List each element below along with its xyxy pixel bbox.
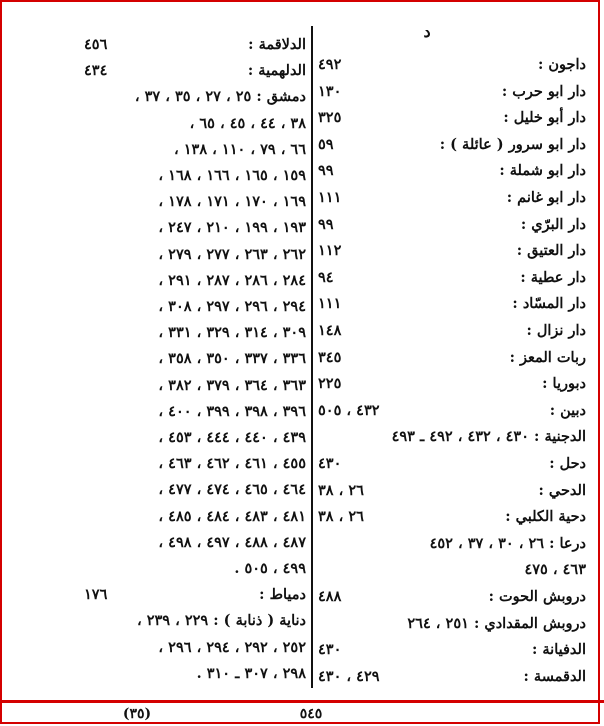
entry-name: دار ابو حرب :: [501, 82, 586, 100]
entry-continuation: ٣٩٦ ، ٣٩٨ ، ٣٩٩ ، ٤٠٠ ،: [158, 402, 306, 420]
entry-name: الدجنية : ٤٣٠ ، ٤٣٢ ، ٤٩٢ ـ ٤٩٣: [391, 428, 586, 446]
entry-pages: ٢٦ ، ٣٨: [318, 481, 364, 499]
index-entry: [84, 84, 306, 110]
entry-name: دار ابو شملة :: [499, 162, 586, 180]
index-entry: [84, 477, 306, 503]
entry-pages: ١٧٦: [84, 586, 108, 604]
entry-name: دروبش المقدادي : ٢٥١ ، ٢٦٤: [407, 614, 586, 632]
index-entry: [84, 268, 306, 294]
page-number: ٥٤٥: [299, 706, 323, 722]
entry-name: ربات المعز :: [509, 348, 586, 366]
entry-continuation: ٣٨ ، ٤٤ ، ٤٥ ، ٦٥ ،: [189, 114, 306, 132]
entry-pages: ١١١: [318, 295, 342, 313]
index-entry: [84, 373, 306, 399]
entry-name: دمشق : ٢٥ ، ٢٧ ، ٣٥ ، ٣٧ ،: [134, 88, 306, 106]
index-entry: [84, 163, 306, 189]
index-entry: [318, 371, 586, 397]
entry-pages: ٤٣٠: [318, 455, 342, 472]
entry-pages: ١٣٠: [318, 82, 342, 100]
entry-name: دار نزال :: [526, 322, 586, 339]
section-letter: د: [423, 22, 431, 41]
index-entry: [318, 531, 586, 557]
entry-continuation: ٤٩٩ ، ٥٠٥ .: [234, 560, 306, 577]
entry-name: دحية الكلبي :: [505, 508, 586, 526]
entry-name: دار ابو سرور ( عائلة ) :: [439, 135, 586, 153]
index-entry: [318, 345, 586, 371]
entry-pages: ٤٨٨: [318, 588, 342, 605]
entry-name: دروبش الحوت :: [488, 588, 586, 605]
entry-continuation: ٢٦٢ ، ٢٦٣ ، ٢٧٧ ، ٢٧٩ ،: [158, 245, 306, 263]
index-entry: [318, 398, 586, 424]
entry-name: دار البرّي :: [520, 215, 586, 233]
entry-name: دبوريا :: [542, 375, 586, 393]
index-entry: [84, 58, 306, 84]
entry-continuation: ١٥٩ ، ١٦٥ ، ١٦٦ ، ١٦٨ ،: [158, 167, 306, 184]
entry-name: داجون :: [538, 56, 586, 73]
index-entry: [84, 189, 306, 215]
entry-name: دار أبو خليل :: [503, 109, 586, 127]
index-entry: [318, 504, 586, 530]
entry-continuation: ٢٩٤ ، ٢٩٦ ، ٢٩٧ ، ٣٠٨ ،: [158, 298, 306, 315]
entry-pages: ٢٢٥: [318, 375, 342, 393]
entry-name: دار عطية :: [520, 268, 586, 286]
entry-continuation: ٤٦٣ ، ٤٧٥: [524, 561, 586, 579]
entry-pages: ١٤٨: [318, 322, 342, 339]
entry-name: دناية ( ذنابة ) : ٢٢٩ ، ٢٣٩ ،: [136, 612, 306, 630]
entry-continuation: ٤٦٤ ، ٤٦٥ ، ٤٧٤ ، ٤٧٧ ،: [158, 481, 306, 499]
index-entry: [84, 346, 306, 372]
index-entry: [318, 584, 586, 610]
index-entry: [318, 185, 586, 211]
entry-name: الدلاقمة :: [248, 36, 306, 53]
index-entry: [318, 478, 586, 504]
index-entry: [318, 105, 586, 131]
entry-pages: ٤٩٢: [318, 56, 342, 73]
index-entry: [318, 451, 586, 477]
entry-pages: ٤٥٦: [84, 36, 108, 53]
entry-pages: ٥٩: [318, 135, 334, 153]
entry-pages: ٤٣٢ ، ٥٠٥: [318, 401, 380, 419]
index-entry: [318, 158, 586, 184]
index-entry: [84, 556, 306, 582]
entry-continuation: ٣٦٣ ، ٣٦٤ ، ٣٧٩ ، ٣٨٢ ،: [158, 376, 306, 394]
index-entry: [84, 530, 306, 556]
entry-name: الدحي :: [538, 481, 586, 499]
index-entry: [318, 132, 586, 158]
entry-name: الدلهمية :: [247, 62, 306, 80]
entry-pages: ٤٣٠: [318, 641, 342, 659]
entry-name: دار ابو غانم :: [506, 189, 586, 206]
index-entry: [84, 137, 306, 163]
entry-name: درعا : ٢٦ ، ٣٠ ، ٣٧ ، ٤٥٢: [429, 534, 586, 552]
entry-continuation: ٢٨٤ ، ٢٨٦ ، ٢٨٧ ، ٢٩١ ،: [158, 271, 306, 289]
index-entry: [318, 424, 586, 450]
index-entry: [318, 637, 586, 663]
entry-pages: ٤٢٩ ، ٤٣٠: [318, 667, 380, 685]
index-entry: [84, 661, 306, 687]
index-entry: [318, 79, 586, 105]
entry-continuation: ١٦٩ ، ١٧٠ ، ١٧١ ، ١٧٨ ،: [158, 193, 306, 211]
index-entry: [318, 238, 586, 264]
entry-pages: ٩٩: [318, 215, 334, 233]
index-entry: [84, 242, 306, 268]
entry-pages: ٩٩: [318, 162, 334, 180]
entry-pages: ٤٣٤: [84, 62, 108, 80]
index-entry: [84, 111, 306, 137]
index-entry: [84, 215, 306, 241]
index-entry: [318, 611, 586, 637]
entry-continuation: ٣٣٦ ، ٣٣٧ ، ٣٥٠ ، ٣٥٨ ،: [158, 350, 306, 368]
entry-continuation: ٤٨١ ، ٤٨٣ ، ٤٨٤ ، ٤٨٥ ،: [158, 507, 306, 525]
entry-continuation: ٤٨٧ ، ٤٨٨ ، ٤٩٧ ، ٤٩٨ ،: [158, 533, 306, 551]
index-entry: [318, 212, 586, 238]
index-entry: [84, 320, 306, 346]
entry-name: الدقمسة :: [523, 667, 586, 685]
entry-pages: ٢٦ ، ٣٨: [318, 508, 364, 526]
entry-continuation: ١٩٣ ، ١٩٩ ، ٢١٠ ، ٢٤٧ ،: [158, 219, 306, 237]
entry-continuation: ٣٠٩ ، ٣١٤ ، ٣٢٩ ، ٣٣١ ،: [158, 324, 306, 342]
entry-pages: ١١٢: [318, 242, 342, 260]
index-entry: [84, 582, 306, 608]
index-entry: [84, 32, 306, 58]
index-entry: [84, 451, 306, 477]
index-entry: [84, 608, 306, 634]
index-entry: [84, 504, 306, 530]
index-entry: [84, 425, 306, 451]
entry-name: دحل :: [549, 455, 586, 472]
index-entry: [84, 399, 306, 425]
sheet-number: (٣٥): [122, 706, 152, 722]
entry-name: دار المسّاد :: [512, 295, 586, 313]
entry-pages: ٣٢٥: [318, 109, 342, 127]
index-entry: [318, 265, 586, 291]
entry-pages: ٩٤: [318, 268, 334, 286]
entry-name: دبين :: [549, 401, 586, 419]
entry-continuation: ٢٩٨ ، ٣٠٧ ـ ٣١٠ .: [196, 664, 306, 682]
entry-continuation: ٤٣٩ ، ٤٤٠ ، ٤٤٤ ، ٤٥٣ ،: [158, 429, 306, 446]
column-divider: [311, 26, 313, 688]
frame-bottom-rule: [0, 700, 604, 703]
entry-continuation: ٤٥٥ ، ٤٦١ ، ٤٦٢ ، ٤٦٣ ،: [158, 455, 306, 473]
entry-pages: ٣٤٥: [318, 348, 342, 366]
index-entry: [84, 294, 306, 320]
index-entry: [84, 635, 306, 661]
entry-continuation: ٦٦ ، ٧٩ ، ١١٠ ، ١٣٨ ،: [174, 140, 306, 158]
entry-name: دار العتيق :: [516, 242, 586, 260]
index-entry: [318, 52, 586, 78]
entry-name: الدفيانة :: [532, 641, 586, 659]
index-entry: [318, 664, 586, 690]
index-entry: [318, 291, 586, 317]
index-entry: [318, 318, 586, 344]
index-entry: [318, 557, 586, 583]
entry-pages: ١١١: [318, 189, 342, 206]
entry-name: دمياط :: [259, 586, 306, 604]
entry-continuation: ٢٥٢ ، ٢٩٢ ، ٢٩٤ ، ٢٩٦ ،: [158, 638, 306, 656]
